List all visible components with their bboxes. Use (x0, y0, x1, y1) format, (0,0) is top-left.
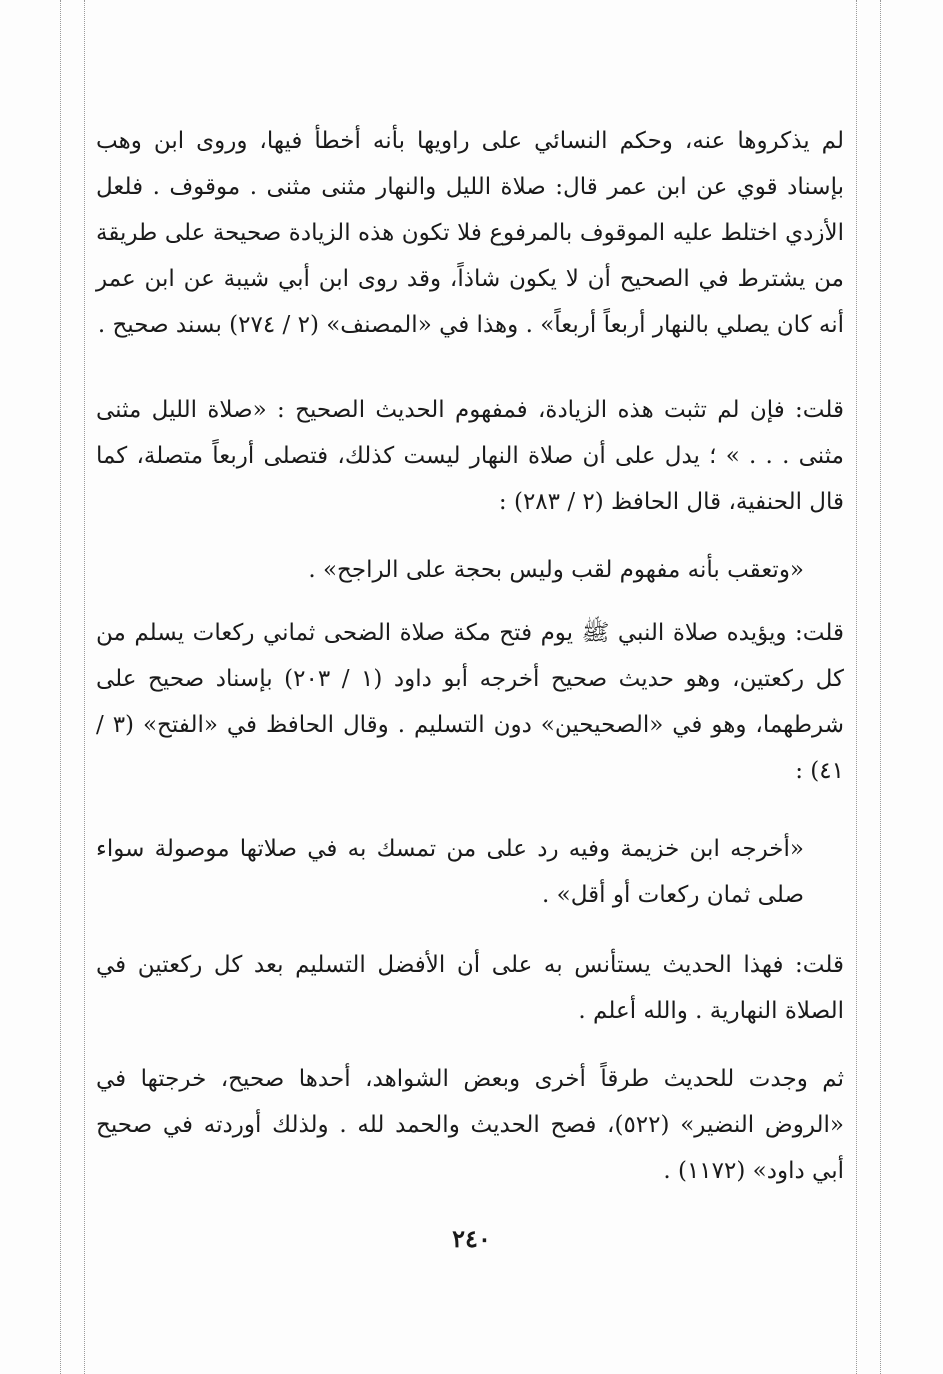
paragraph-2 (96, 387, 844, 525)
paragraph-text: لم يذكروها عنه، وحكم النسائي على راويها بأنه أخطأ فيها، وروى ابن وهب بإسناد قوي عن ابن عمر قال: صلاة الليل والنهار مثنى مثنى . موقوف . فلعل الأزدي اختلط عليه الموقوف بالمرفوع فلا تكون هذه الزيادة صحيحة على طريقة من يشترط في الصحيح أن لا يكون شاذاً، وقد روى ابن أبي شيبة عن ابن عمر أنه كان يصلي بالنهار أربعاً أربعاً» . وهذا في «المصنف» (٢ / ٢٧٤) بسند صحيح . (96, 128, 844, 338)
margin-guide-line (84, 0, 85, 1374)
page-number: ٢٤٠ (452, 1224, 491, 1253)
paragraph-text: قلت: فهذا الحديث يستأنس به على أن الأفضل التسليم بعد كل ركعتين في الصلاة النهارية . والله أعلم . (96, 952, 844, 1024)
margin-guide-line (880, 0, 881, 1374)
paragraph-1 (96, 118, 844, 348)
quote-1 (96, 547, 844, 593)
paragraph-4 (96, 942, 844, 1034)
paragraph-text: قلت: فإن لم تثبت هذه الزيادة، فمفهوم الحديث الصحيح : «صلاة الليل مثنى مثنى . . . » ؛ يدل على أن صلاة النهار ليست كذلك، فتصلى أربعاً متصلة، كما قال الحنفية، قال الحافظ (٢ / ٢٨٣) : (96, 397, 844, 515)
paragraph-5 (96, 1056, 844, 1194)
quote-text: «وتعقب بأنه مفهوم لقب وليس بحجة على الراجح» . (308, 557, 804, 583)
margin-guide-line (60, 0, 61, 1374)
quote-text: «أخرجه ابن خزيمة وفيه رد على من تمسك به في صلاتها موصولة سواء صلى ثمان ركعات أو أقل» . (96, 836, 804, 908)
quote-2 (96, 826, 844, 918)
paragraph-text: ثم وجدت للحديث طرقاً أخرى وبعض الشواهد، أحدها صحيح، خرجتها في «الروض النضير» (٥٢٢)، فصح الحديث والحمد لله . ولذلك أوردته في صحيح أبي داود» (١١٧٢) . (96, 1066, 844, 1184)
paragraph-text: قلت: ويؤيده صلاة النبي ﷺ يوم فتح مكة صلاة الضحى ثماني ركعات يسلم من كل ركعتين، وهو حديث صحيح أخرجه أبو داود (١ / ٢٠٣) بإسناد صحيح على شرطهما، وهو في «الصحيحين» دون التسليم . وقال الحافظ في «الفتح» (٣ / ٤١) : (96, 620, 845, 784)
paragraph-3 (96, 610, 844, 794)
margin-guide-line (856, 0, 857, 1374)
